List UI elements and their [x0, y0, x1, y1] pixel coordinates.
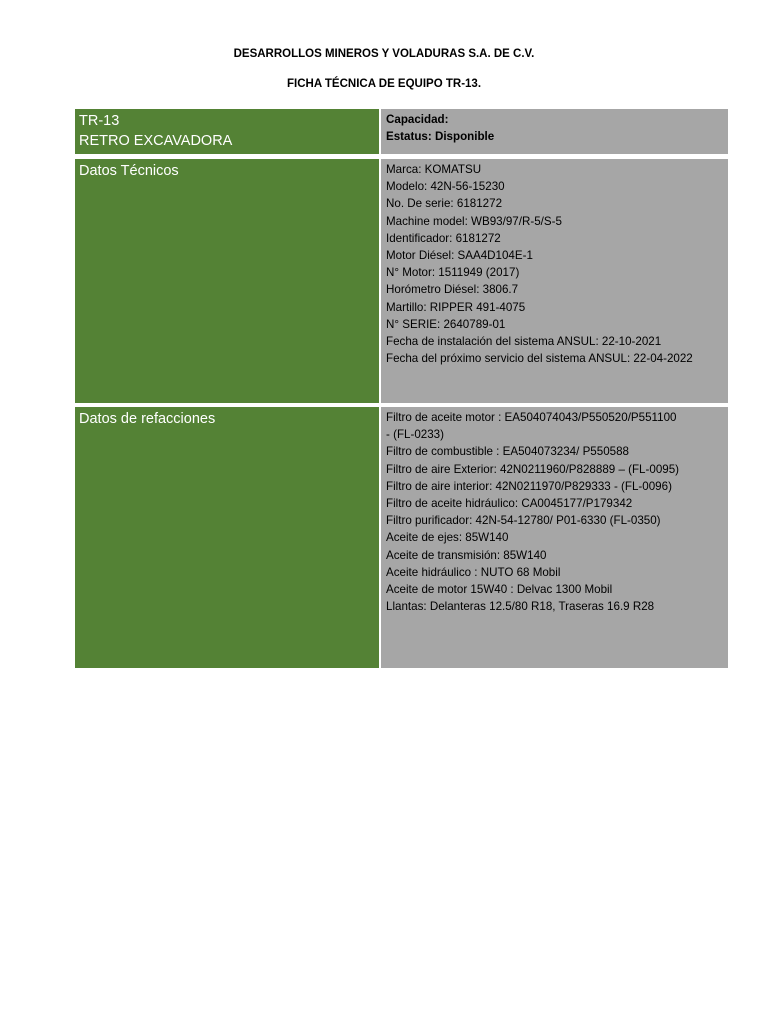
tech-line: N° Motor: 1511949 (2017) — [386, 266, 520, 280]
parts-heading: Datos de refacciones — [79, 411, 216, 427]
parts-line: Aceite de ejes: 85W140 — [386, 531, 509, 545]
parts-line: Filtro de aire interior: 42N0211970/P829333 - (FL-0096) — [386, 479, 672, 493]
document-title: FICHA TÉCNICA DE EQUIPO TR-13. — [286, 78, 482, 90]
tech-line: Fecha de instalación del sistema ANSUL: 22-10-2021 — [386, 335, 662, 349]
tech-line: Identificador: 6181272 — [386, 231, 501, 245]
equipment-code: TR-13 — [79, 113, 120, 129]
equipment-id-cell — [75, 109, 379, 154]
technical-data-cell — [381, 159, 728, 403]
parts-line: Filtro de aceite motor : EA504074043/P550520/P551100 — [386, 411, 677, 424]
parts-heading-cell — [75, 407, 379, 668]
equipment-status-cell — [381, 109, 728, 154]
parts-line: Aceite hidráulico : NUTO 68 Mobil — [386, 565, 561, 579]
capacity-text: Capacidad: — [386, 113, 449, 126]
tech-line: Fecha del próximo servicio del sistema ANSUL: 22-04-2022 — [386, 352, 693, 366]
parts-line: Filtro de combustible : EA504073234/ P550588 — [386, 445, 629, 459]
parts-line: Filtro de aceite hidráulico: CA0045177/P179342 — [386, 497, 633, 511]
tech-line: Motor Diésel: SAA4D104E-1 — [386, 249, 533, 263]
tech-line: Martillo: RIPPER 491-4075 — [386, 300, 526, 314]
parts-line: Filtro purificador: 42N-54-12780/ P01-6330 (FL-0350) — [386, 514, 661, 528]
parts-line: Llantas: Delanteras 12.5/80 R18, Traseras 16.9 R28 — [386, 600, 655, 614]
equipment-type: RETRO EXCAVADORA — [79, 133, 233, 149]
tech-line: No. De serie: 6181272 — [386, 197, 503, 211]
parts-line: Aceite de motor 15W40 : Delvac 1300 Mobil — [386, 583, 613, 597]
parts-line: Filtro de aire Exterior: 42N0211960/P828889 – (FL-0095) — [386, 462, 680, 476]
tech-line: Marca: KOMATSU — [386, 163, 482, 176]
parts-line: - (FL-0233) — [386, 428, 444, 442]
technical-heading-cell — [75, 159, 379, 403]
tech-line: Machine model: WB93/97/R-5/S-5 — [386, 214, 562, 228]
status-text: Estatus: Disponible — [386, 130, 495, 144]
tech-line: Modelo: 42N-56-15230 — [386, 180, 505, 194]
tech-line: N° SERIE: 2640789-01 — [386, 317, 506, 331]
tech-line: Horómetro Diésel: 3806.7 — [386, 283, 519, 297]
parts-line: Aceite de transmisión: 85W140 — [386, 548, 547, 562]
technical-heading: Datos Técnicos — [79, 163, 179, 179]
parts-data-cell — [381, 407, 728, 668]
company-name: DESARROLLOS MINEROS Y VOLADURAS S.A. DE C.V. — [233, 48, 535, 60]
